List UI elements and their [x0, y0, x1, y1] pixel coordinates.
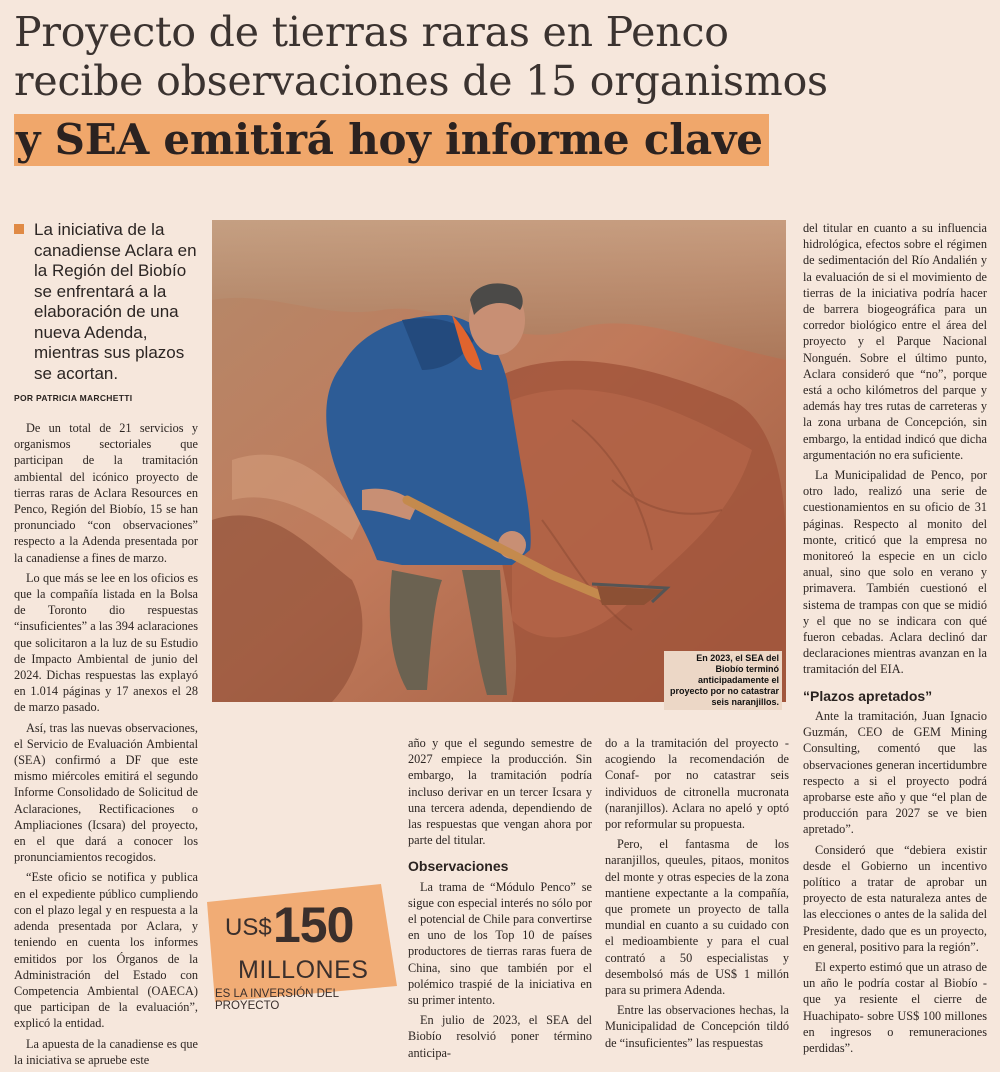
col1-paragraph: Lo que más se lee en los oficios es que la compañía listada en la Bolsa de Toronto dio respuestas “insuficientes” a las 394 aclaraciones que solicitaron a la luz de su Estudio de Impacto Ambiental de junio del 2024. Dichas respuestas las explayó en 1.014 páginas y 17 anexos el 28 de marzo pasado. [14, 570, 198, 715]
col1-paragraph: De un total de 21 servicios y organismos sectoriales que participan de la tramitación ambiental del icónico proyecto de tierras raras de Aclara Resources en Penco, Región del Biobío, 15 se han pronunciado “con observaciones” respecto a la Adenda presentada por la canadiense a fines de marzo. [14, 421, 198, 565]
lead-paragraph [14, 220, 204, 384]
col3-paragraph: Pero, el fantasma de los naranjillos, queules, pitaos, monitos del monte y otras especies de la zona mantiene expectante a la compañía, que promete un proyecto de talla mundial en cuanto a su cuidado con el medioambiente y para el cual contrató a 50 especialistas y desembolsó más de US$ 1 millón para su primera Adenda. [605, 837, 789, 998]
headline-line-2: recibe observaciones de 15 organismos [14, 57, 828, 105]
col4-paragraph: El experto estimó que un atraso de un año le podría costar al Biobío -que ya resiente el cierre de Huachipato- sobre US$ 100 millones en ingresos o remuneraciones perdidas”. [803, 959, 987, 1055]
col2-paragraph: La trama de “Módulo Penco” se sigue con especial interés no sólo por el potencial de Chile para convertirse en uno de los Top 10 de países productores de tierras raras fuera de China, sino que también por el polémico traspié de la iniciativa en su primer intento. [408, 879, 592, 1008]
bullet-square-icon [14, 224, 24, 234]
col3-paragraph: do a la tramitación del proyecto -acogiendo la recomendación de Conaf- por no catastrar seis individuos de citronella mucronata (naranjillos). Aclara no apeló y optó por reformular su propuesta. [605, 736, 789, 832]
callout-currency: US$ [225, 914, 272, 941]
column-2 [408, 735, 592, 1065]
col4-paragraph: del titular en cuanto a su influencia hidrológica, efectos sobre el régimen de sedimentación del Río Andalién y la evaluación de si el movimiento de tierras de la iniciativa podría hacer de barrera biogeográfica para un corredor biológico entre el área del proyecto y el Parque Nacional Nonguén. Sobre el último punto, Aclara consideró que “no”, porque está a ocho kilómetros del parque y además hay tres rutas de carreteras y la zona urbana de Concepción, sin embargo, la entidad indicó que dicha argumentación no era suficiente. [803, 221, 987, 462]
col3-paragraph: Entre las observaciones hechas, la Municipalidad de Concepción tildó de “insuficientes” las respuestas [605, 1003, 789, 1050]
col1-paragraph: “Este oficio se notifica y publica en el expediente público cumpliendo con el plazo legal y en respuesta a la adenda presentada por Aclara, y teniendo en cuenta los informes emitidos por los Órganos de la Administración del Estado con Competencia Ambiental (OAECA) que participan de la evaluación”, explicó la entidad. [14, 870, 198, 1031]
column-4 [803, 220, 987, 1060]
section-heading: “Plazos apretados” [803, 687, 933, 704]
col1-paragraph: La apuesta de la canadiense es que la iniciativa se apruebe este [14, 1036, 198, 1067]
col1-paragraph: Así, tras las nuevas observaciones, el Servicio de Evaluación Ambiental (SEA) confirmó a DF que este mismo miércoles emitirá el segundo Informe Consolidado de Solicitud de Aclaraciones, Rectificaciones o Ampliaciones (Icsara) del proyecto, en el que dará a conocer los pronunciamientos recogidos. [14, 720, 198, 865]
byline: POR PATRICIA MARCHETTI [14, 393, 133, 403]
investment-callout [201, 884, 397, 1012]
headline-highlight: y SEA emitirá hoy informe clave [14, 114, 769, 166]
col4-paragraph: Consideró que “debiera existir desde el Gobierno un incentivo político a tratar de aprobar un proyecto de esta naturaleza antes de las elecciones o antes de la salida del Presidente, dado que es un proyecto, en general, positivo para la región”. [803, 842, 987, 954]
photo-caption: En 2023, el SEA del Biobío terminó anticipadamente el proyecto por no catastrar seis naranjillos. [664, 651, 782, 710]
col2-paragraph: En julio de 2023, el SEA del Biobío resolvió poner término anticipa- [408, 1013, 592, 1060]
callout-number: 150 [273, 897, 354, 953]
col2-paragraph: año y que el segundo semestre de 2027 empiece la producción. Sin embargo, la tramitación podría incluso derivar en un tercer Icsara y una tercera adenda, dependiendo de las respuestas que vengan ahora por parte del titular. [408, 736, 592, 848]
photo-illustration [212, 220, 786, 702]
article-photo [212, 220, 786, 702]
headline-line-1: Proyecto de tierras raras en Penco [14, 8, 729, 56]
column-1 [14, 420, 198, 1072]
callout-description: ES LA INVERSIÓN DEL PROYECTO [215, 988, 339, 1012]
col4-paragraph: La Municipalidad de Penco, por otro lado, realizó una serie de cuestionamientos en su oficio de 31 páginas. Respecto al monito del monte, criticó que la empresa no monitoreó la especie en un ciclo anual, sino que solo en verano y primavera. También cuestionó el sistema de trampas con que se midió y el que no se indicara con qué fueron cebadas. Aclara declinó dar declaraciones mientras avanzan en la tramitación del EIA. [803, 468, 987, 677]
lead-text: La iniciativa de la canadiense Aclara en la Región del Biobío se enfrentará a la elaboración de una nueva Adenda, mientras sus plazos se acortan. [34, 220, 197, 383]
section-heading: Observaciones [408, 858, 509, 875]
callout-unit: MILLONES [238, 956, 369, 984]
col4-paragraph: Ante la tramitación, Juan Ignacio Guzmán, CEO de GEM Mining Consulting, comentó que las observaciones generan incertidumbre respecto a si el proyecto podrá aprobarse este año y que “el plan de producción para 2027 se ve bien apretado”. [803, 708, 987, 837]
headline [14, 8, 994, 166]
column-3 [605, 735, 789, 1055]
